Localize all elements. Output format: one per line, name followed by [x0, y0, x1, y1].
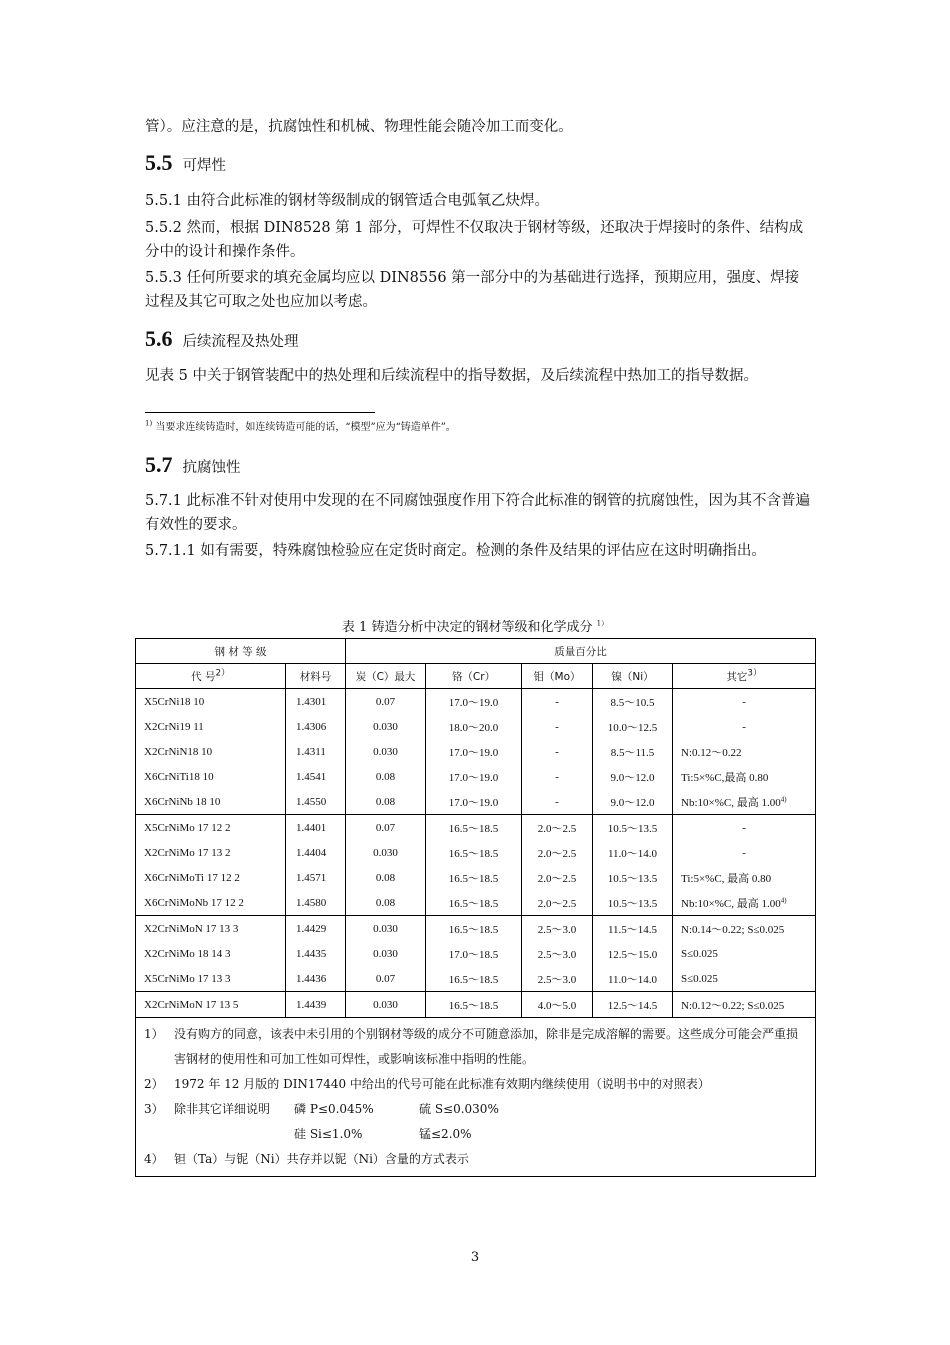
table-cell-c: 0.030	[346, 941, 426, 966]
table-row	[136, 992, 816, 1018]
table-cell-code: X6CrNiTi18 10	[136, 764, 286, 789]
table-cell-ni: 11.5～14.5	[593, 916, 673, 942]
note-2: 2） 1972 年 12 月版的 DIN17440 中给出的代号可能在此标准有效期内继续使用（说明书中的对照表）	[144, 1077, 710, 1091]
table-cell-matno: 1.4439	[286, 992, 346, 1018]
table-cell-other: -	[673, 689, 816, 715]
table-cell-other: -	[673, 840, 816, 865]
table-cell-mo: 2.0～2.5	[522, 890, 593, 916]
table-row	[136, 916, 816, 942]
section-5-7-heading	[145, 452, 241, 478]
table-column-header-row	[136, 664, 816, 689]
table-cell-c: 0.08	[346, 789, 426, 815]
table-row	[136, 941, 816, 966]
table-cell-ni: 12.5～14.5	[593, 992, 673, 1018]
note-3: 3） 除非其它详细说明 磷 P≤0.045% 硫 S≤0.030% 硅 Si≤1.0% 锰≤2.0%	[144, 1102, 499, 1141]
col-header-carbon: 炭（C）最大	[346, 664, 426, 689]
table-cell-cr: 17.0～19.0	[426, 789, 522, 815]
page-number: 3	[470, 1250, 480, 1265]
table-cell-matno: 1.4311	[286, 739, 346, 764]
table-cell-code: X5CrNiMo 17 13 3	[136, 966, 286, 992]
table-caption	[0, 616, 950, 635]
table-cell-other: Ti:5×%C,最高 0.80	[673, 764, 816, 789]
section-title: 抗腐蚀性	[182, 460, 241, 476]
table-header-row	[136, 639, 816, 664]
table-cell-mo: 2.0～2.5	[522, 840, 593, 865]
table-cell-ni: 9.0～12.0	[593, 764, 673, 789]
table-cell-matno: 1.4429	[286, 916, 346, 942]
table-cell-other: S≤0.025	[673, 966, 816, 992]
table-cell-code: X6CrNiMoTi 17 12 2	[136, 865, 286, 890]
col-header-molybdenum: 钼（Mo）	[522, 664, 593, 689]
table-cell-matno: 1.4436	[286, 966, 346, 992]
table-cell-cr: 17.0～18.5	[426, 941, 522, 966]
table-cell-c: 0.030	[346, 714, 426, 739]
table-cell-other: Nb:10×%C, 最高 1.00$^{4)}$	[673, 789, 816, 815]
paragraph-5-7-1-1: 5.7.1.1 如有需要，特殊腐蚀检验应在定货时商定。检测的条件及结果的评估应在这时明确指出。	[145, 543, 766, 559]
paragraph-5-5-2: 5.5.2 然而，根据 DIN8528 第 1 部分，可焊性不仅取决于钢材等级，还取决于焊接时的条件、结构成分中的设计和操作条件。	[145, 220, 804, 260]
table-cell-other: N:0.12～0.22; S≤0.025	[673, 992, 816, 1018]
section-number: 5.6	[145, 326, 173, 351]
table-cell-matno: 1.4401	[286, 815, 346, 841]
footnote	[145, 418, 456, 433]
table-cell-code: X6CrNiMoNb 17 12 2	[136, 890, 286, 916]
table-cell-mo: -	[522, 789, 593, 815]
table-cell-cr: 16.5～18.5	[426, 890, 522, 916]
table-cell-ni: 12.5～15.0	[593, 941, 673, 966]
table-row	[136, 689, 816, 715]
col-header-code: 代 号$^{2)}$	[136, 664, 286, 689]
header-mass-percent: 质量百分比	[346, 639, 816, 664]
table-cell-mo: 2.0～2.5	[522, 865, 593, 890]
table-cell-mo: 4.0～5.0	[522, 992, 593, 1018]
table-cell-c: 0.08	[346, 764, 426, 789]
table-cell-matno: 1.4306	[286, 714, 346, 739]
table-cell-matno: 1.4435	[286, 941, 346, 966]
table-cell-code: X2CrNiMoN 17 13 3	[136, 916, 286, 942]
section-5-5-heading	[145, 150, 226, 176]
table-cell-ni: 11.0～14.0	[593, 840, 673, 865]
table-cell-other: Nb:10×%C, 最高 1.00$^{4)}$	[673, 890, 816, 916]
table-cell-mo: 2.5～3.0	[522, 916, 593, 942]
table-cell-ni: 10.5～13.5	[593, 865, 673, 890]
header-steel-grade: 钢 材 等 级	[136, 639, 346, 664]
table-cell-ni: 9.0～12.0	[593, 789, 673, 815]
table-row	[136, 739, 816, 764]
paragraph-5-6: 见表 5 中关于钢管装配中的热处理和后续流程中的指导数据，及后续流程中热加工的指导数据。	[145, 368, 758, 384]
table-cell-cr: 16.5～18.5	[426, 916, 522, 942]
footnote-text: 当要求连续铸造时，如连续铸造可能的话，“模型”应为“铸造单件”。	[155, 422, 456, 433]
table-cell-c: 0.08	[346, 865, 426, 890]
col-header-other: 其它$^{3)}$	[673, 664, 816, 689]
caption-text: 表 1 铸造分析中决定的钢材等级和化学成分	[341, 620, 593, 635]
table-cell-code: X2CrNiMo 17 13 2	[136, 840, 286, 865]
table-cell-cr: 18.0～20.0	[426, 714, 522, 739]
table-cell-code: X5CrNi18 10	[136, 689, 286, 715]
table-row	[136, 890, 816, 916]
paragraph-5-7-1: 5.7.1 此标准不针对使用中发现的在不同腐蚀强度作用下符合此标准的钢管的抗腐蚀性，因为其不含普遍有效性的要求。	[145, 493, 810, 533]
caption-sup: 1）	[596, 619, 609, 628]
section-title: 后续流程及热处理	[182, 334, 299, 350]
footnote-divider	[145, 412, 375, 413]
table-cell-c: 0.030	[346, 916, 426, 942]
table-cell-other: S≤0.025	[673, 941, 816, 966]
table-cell-cr: 16.5～18.5	[426, 992, 522, 1018]
table-cell-mo: -	[522, 714, 593, 739]
table-cell-ni: 10.0～12.5	[593, 714, 673, 739]
table-cell-code: X2CrNi19 11	[136, 714, 286, 739]
table-cell-mo: -	[522, 764, 593, 789]
table-cell-c: 0.030	[346, 840, 426, 865]
table-cell-c: 0.07	[346, 815, 426, 841]
table-cell-mo: 2.0～2.5	[522, 815, 593, 841]
table-cell-cr: 16.5～18.5	[426, 840, 522, 865]
table-cell-cr: 16.5～18.5	[426, 865, 522, 890]
table-cell-other: N:0.12～0.22	[673, 739, 816, 764]
table-cell-mo: -	[522, 689, 593, 715]
table-cell-c: 0.030	[346, 739, 426, 764]
table-cell-c: 0.08	[346, 890, 426, 916]
table-cell-mo: 2.5～3.0	[522, 941, 593, 966]
note-1: 1） 没有购方的同意，该表中未引用的个别钢材等级的成分不可随意添加，除非是完成溶解的需要。这些成分可能会严重损害钢材的使用性和可加工性如可焊性，或影响该标准中指明的性能。	[144, 1027, 799, 1066]
table-cell-matno: 1.4404	[286, 840, 346, 865]
table-cell-code: X6CrNiNb 18 10	[136, 789, 286, 815]
chemical-composition-table	[135, 638, 816, 1177]
table-cell-mo: -	[522, 739, 593, 764]
table-cell-matno: 1.4571	[286, 865, 346, 890]
table-cell-mo: 2.5～3.0	[522, 966, 593, 992]
table-cell-code: X2CrNiMo 18 14 3	[136, 941, 286, 966]
table-cell-ni: 11.0～14.0	[593, 966, 673, 992]
col-header-chromium: 铬（Cr）	[426, 664, 522, 689]
section-5-6-heading	[145, 326, 299, 352]
table-cell-cr: 17.0～19.0	[426, 764, 522, 789]
paragraph-5-5-3: 5.5.3 任何所要求的填充金属均应以 DIN8556 第一部分中的为基础进行选择，预期应用，强度、焊接过程及其它可取之处也应加以考虑。	[145, 270, 800, 310]
table-cell-ni: 8.5～11.5	[593, 739, 673, 764]
table-cell-code: X2CrNiN18 10	[136, 739, 286, 764]
table-cell-matno: 1.4541	[286, 764, 346, 789]
table-cell-other: -	[673, 714, 816, 739]
table-row	[136, 789, 816, 815]
section-number: 5.7	[145, 452, 173, 477]
table-cell-other: -	[673, 815, 816, 841]
table-cell-c: 0.07	[346, 966, 426, 992]
table-cell-cr: 16.5～18.5	[426, 815, 522, 841]
table-cell-other: Ti:5×%C, 最高 0.80	[673, 865, 816, 890]
table-cell-code: X5CrNiMo 17 12 2	[136, 815, 286, 841]
table-cell-matno: 1.4301	[286, 689, 346, 715]
table-cell-ni: 8.5～10.5	[593, 689, 673, 715]
table-cell-matno: 1.4550	[286, 789, 346, 815]
table-row	[136, 840, 816, 865]
table-cell-cr: 16.5～18.5	[426, 966, 522, 992]
section-title: 可焊性	[182, 158, 226, 174]
table-row	[136, 815, 816, 841]
table-row	[136, 764, 816, 789]
table-cell-cr: 17.0～19.0	[426, 739, 522, 764]
table-row	[136, 966, 816, 992]
section-number: 5.5	[145, 150, 173, 175]
table-cell-matno: 1.4580	[286, 890, 346, 916]
table-notes	[136, 1018, 816, 1177]
table-cell-cr: 17.0～19.0	[426, 689, 522, 715]
table-cell-ni: 10.5～13.5	[593, 890, 673, 916]
table-cell-c: 0.030	[346, 992, 426, 1018]
table-row	[136, 865, 816, 890]
col-header-material-no: 材料号	[286, 664, 346, 689]
footnote-mark: 1)	[145, 419, 153, 428]
table-cell-c: 0.07	[346, 689, 426, 715]
intro-paragraph: 管）。应注意的是，抗腐蚀性和机械、物理性能会随冷加工而变化。	[145, 119, 573, 135]
table-cell-other: N:0.14～0.22; S≤0.025	[673, 916, 816, 942]
note-4: 4） 钽（Ta）与铌（Ni）共存并以铌（Ni）含量的方式表示	[144, 1152, 469, 1166]
table-row	[136, 714, 816, 739]
paragraph-5-5-1: 5.5.1 由符合此标准的钢材等级制成的钢管适合电弧氧乙炔焊。	[145, 193, 550, 209]
col-header-nickel: 镍（Ni）	[593, 664, 673, 689]
table-cell-code: X2CrNiMoN 17 13 5	[136, 992, 286, 1018]
table-cell-ni: 10.5～13.5	[593, 815, 673, 841]
